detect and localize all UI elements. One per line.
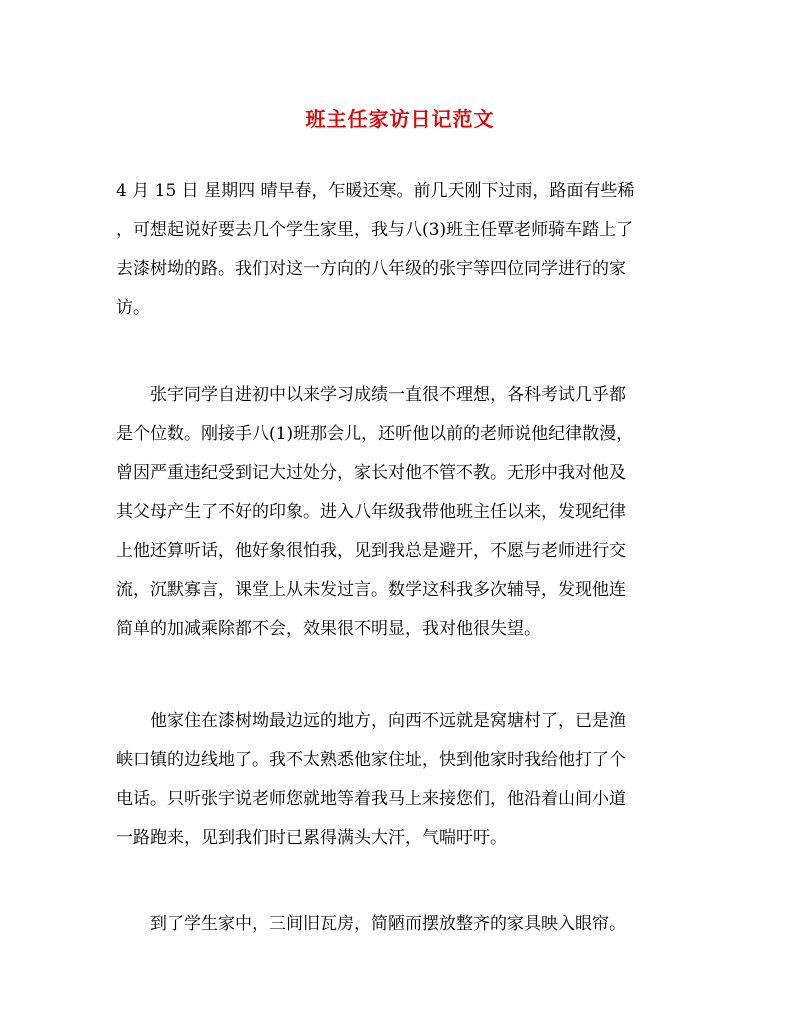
paragraph-line: 流，沉默寡言，课堂上从未发过言。数学这科我多次辅导，发现他连: [116, 580, 626, 600]
document-title: 班主任家访日记范文: [305, 107, 495, 131]
paragraph-2: [116, 376, 684, 649]
paragraph-line: 去漆树坳的路。我们对这一方向的八年级的张宇等四位同学进行的家: [116, 259, 626, 279]
paragraph-1: [116, 172, 684, 328]
paragraph-line: 张宇同学自进初中以来学习成绩一直很不理想，各科考试几乎都: [150, 385, 626, 405]
paragraph-line: 一路跑来，见到我们时已累得满头大汗，气喘吁吁。: [116, 828, 507, 848]
paragraph-line: 是个位数。刚接手八(1)班那会儿，还听他以前的老师说他纪律散漫，: [116, 424, 634, 444]
paragraph-line: 峡口镇的边线地了。我不太熟悉他家住址，快到他家时我给他打了个: [116, 750, 626, 770]
paragraph-3: [116, 702, 684, 858]
paragraph-line: 简单的加减乘除都不会，效果很不明显，我对他很失望。: [116, 619, 541, 639]
paragraph-line: 其父母产生了不好的印象。进入八年级我带他班主任以来，发现纪律: [116, 502, 626, 522]
paragraph-line: 他家住在漆树坳最边远的地方，向西不远就是窝塘村了，已是渔: [150, 711, 626, 731]
paragraph-line: ，可想起说好要去几个学生家里，我与八(3)班主任覃老师骑车踏上了: [116, 220, 634, 240]
paragraph-line: 上他还算听话，他好象很怕我，见到我总是避开，不愿与老师进行交: [116, 541, 626, 561]
paragraph-line: 4 月 15 日 星期四 晴早春，乍暖还寒。前几天刚下过雨，路面有些稀: [116, 181, 635, 201]
paragraph-line: 访。: [116, 298, 150, 318]
paragraph-line: 电话。只听张宇说老师您就地等着我马上来接您们，他沿着山间小道: [116, 789, 626, 809]
paragraph-line: 到了学生家中，三间旧瓦房，简陋而摆放整齐的家具映入眼帘。: [150, 914, 626, 934]
paragraph-line: 曾因严重违纪受到记大过处分，家长对他不管不教。无形中我对他及: [116, 463, 626, 483]
paragraph-4: [116, 905, 684, 944]
